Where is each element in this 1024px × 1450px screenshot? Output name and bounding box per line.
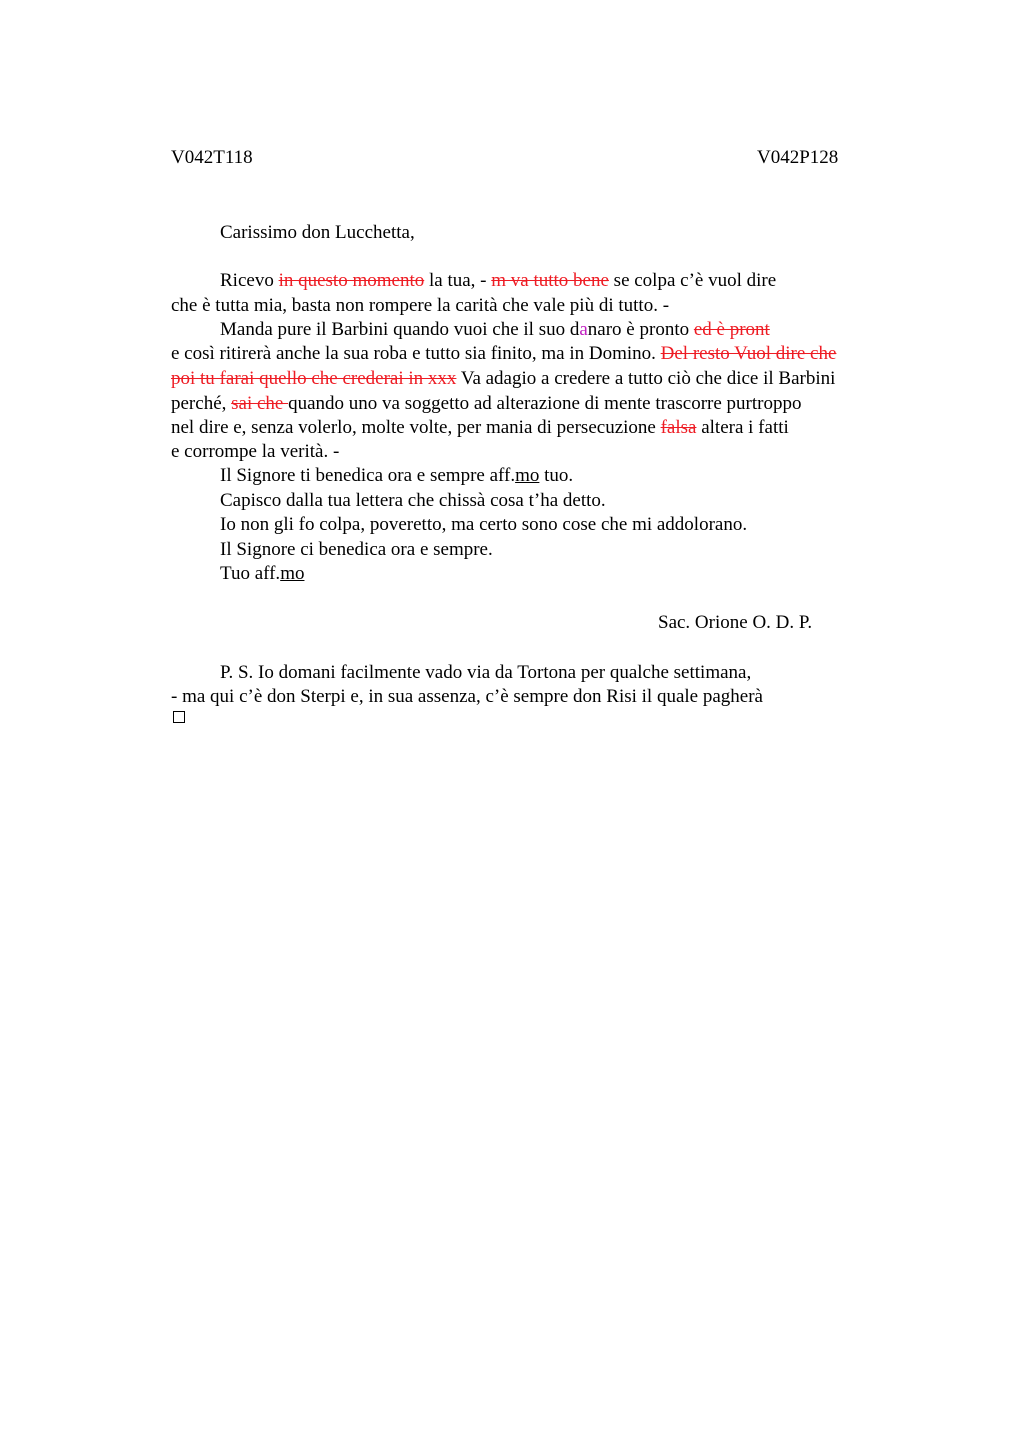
text: Va adagio a credere a tutto ciò che dice il Barbini [456,368,836,389]
deleted-text: Del resto Vuol dire che [660,343,837,364]
text: quando uno va soggetto ad alterazione di mente trascorre purtroppo [288,393,802,414]
inserted-text: a [579,319,588,340]
body-line-4 [171,342,836,366]
text: Tuo aff. [220,563,281,584]
body-line-2: che è tutta mia, basta non rompere la carità che vale più di tutto. - [171,295,670,316]
document-code-left: V042T118 [171,147,253,168]
body-line-1 [220,269,776,293]
signature: Sac. Orione O. D. P. [658,612,813,633]
body-line-11: Io non gli fo colpa, poveretto, ma certo sono cose che mi addolorano. [220,514,748,535]
text: la tua, - [424,270,492,291]
body-line-6 [171,392,801,416]
deleted-text: falsa [660,417,697,438]
body-line-10: Capisco dalla tua lettera che chissà cosa t’ha detto. [220,490,606,511]
underlined-text: mo [515,465,540,486]
closing-line [220,562,304,586]
body-line-7 [171,416,789,440]
deleted-text: ed è pront [693,319,770,340]
text: nel dire e, senza volerlo, molte volte, per mania di persecuzione [171,417,661,438]
deleted-text: sai che [231,393,289,414]
text: Ricevo [220,270,279,291]
text: Il Signore ti benedica ora e sempre aff. [220,465,516,486]
text: naro è pronto [587,319,694,340]
body-line-3 [220,318,770,342]
deleted-text: in questo momento [278,270,425,291]
body-line-12: Il Signore ci benedica ora e sempre. [220,539,493,560]
salutation: Carissimo don Lucchetta, [220,222,415,243]
postscript-line-1: P. S. Io domani facilmente vado via da Tortona per qualche settimana, [220,662,752,683]
text: se colpa c’è vuol dire [608,270,777,291]
text: altera i fatti [696,417,789,438]
deleted-text: poi tu farai quello che crederai in xxx [171,368,457,389]
text: Manda pure il Barbini quando vuoi che il suo d [220,319,580,340]
postscript-line-2: - ma qui c’è don Sterpi e, in sua assenza, c’è sempre don Risi il quale pagherà [171,686,763,707]
deleted-text: m va tutto bene [491,270,609,291]
text: tuo. [539,465,574,486]
document-code-right: V042P128 [757,147,839,168]
body-line-8: e corrompe la verità. - [171,441,340,462]
body-line-5 [171,367,835,391]
text: e così ritirerà anche la sua roba e tutto sia finito, ma in Domino. [171,343,661,364]
box-marker-icon [173,711,185,723]
underlined-text: mo [280,563,305,584]
body-line-9 [220,464,573,488]
text: perché, [171,393,232,414]
